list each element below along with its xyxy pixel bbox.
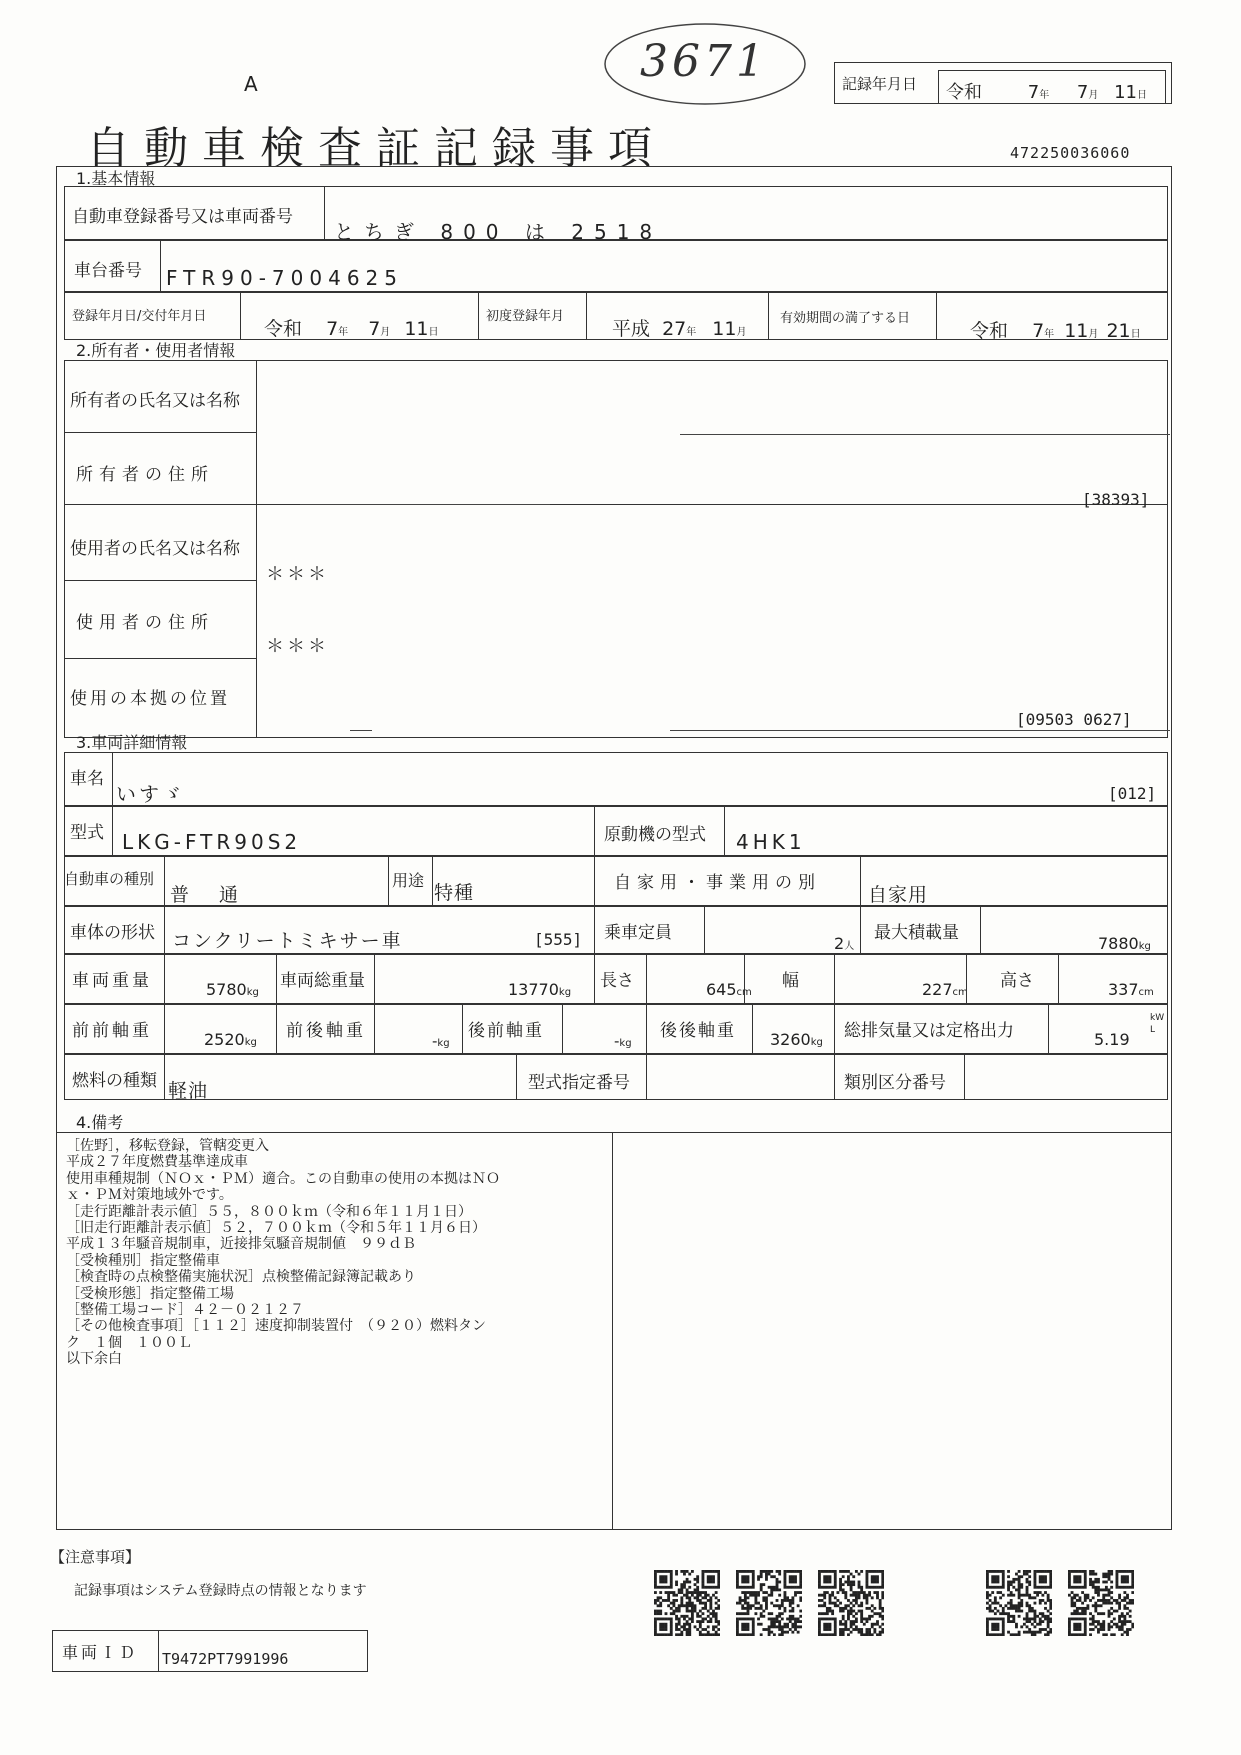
- body-value: コンクリートミキサー車: [172, 930, 403, 952]
- remarks-text: [66, 1138, 500, 1368]
- notes-title: 【注意事項】: [50, 1548, 141, 1566]
- reg-number-value: とちぎ 800 は 2518: [334, 220, 663, 244]
- kind-label: 自動車の種別: [64, 870, 155, 888]
- chassis-label: 車台番号: [74, 261, 142, 281]
- first-reg-label: 初度登録年月: [486, 309, 565, 324]
- remarks-line: 以下余白: [66, 1351, 122, 1368]
- remarks-line: ［佐野］，移転登録，管轄変更入: [66, 1138, 269, 1154]
- notes-text: 記録事項はシステム登録時点の情報となります: [74, 1583, 367, 1599]
- page-title: 自動車検査証記録事項: [86, 123, 666, 174]
- max-load-label: 最大積載量: [874, 923, 959, 943]
- user-name-label: 使用者の氏名又は名称: [70, 539, 240, 559]
- qr-code-icon: [986, 1570, 1052, 1636]
- remarks-line: ［その他検査事項］［１１２］速度抑制装置付 （９２０）燃料タン: [66, 1318, 486, 1335]
- rf-axle-label: 後前軸重: [468, 1021, 544, 1041]
- base-location-label: 使用の本拠の位置: [70, 689, 230, 709]
- gross-label: 車両総重量: [280, 971, 365, 991]
- remarks-line: ｘ・ＰＭ対策地域外です。: [66, 1187, 233, 1204]
- handwritten-stamp: [600, 18, 810, 110]
- length-label: 長さ: [600, 971, 634, 991]
- redaction-line: [300, 504, 550, 505]
- use-label: 用途: [392, 871, 425, 890]
- remarks-line: ［受検種別］指定整備車: [66, 1252, 220, 1269]
- fuel-value: 軽油: [168, 1080, 209, 1102]
- displacement-units: kW L: [1150, 1013, 1165, 1035]
- redaction-line: [670, 730, 1170, 731]
- remarks-line: 平成１３年騒音規制車，近接排気騒音規制値 ９９ｄＢ: [66, 1236, 416, 1253]
- remarks-line: ［旧走行距離計表示値］５２，７００ｋｍ（令和５年１１月６日）: [66, 1220, 486, 1237]
- displacement-label: 総排気量又は定格出力: [844, 1021, 1014, 1041]
- remarks-line: 平成２７年度燃費基準達成車: [66, 1154, 248, 1171]
- gross-value: 13770kg: [508, 980, 572, 999]
- section-remarks-title: 4.備考: [76, 1113, 124, 1132]
- height-value: 337cm: [1108, 980, 1154, 999]
- user-address-value: ＊＊＊: [266, 636, 329, 657]
- body-label: 車体の形状: [70, 923, 155, 943]
- expiry-label: 有効期間の満了する日: [780, 311, 911, 326]
- redaction-line: [680, 434, 1170, 435]
- reg-number-label: 自動車登録番号又は車両番号: [72, 207, 293, 227]
- user-address-label: 使用者の住所: [76, 613, 214, 633]
- ff-axle-value: 2520kg: [204, 1030, 257, 1049]
- width-value: 227cm: [922, 980, 968, 999]
- capacity-label: 乗車定員: [604, 923, 672, 943]
- qr-code-icon: [736, 1570, 802, 1636]
- class-number-label: 類別区分番号: [844, 1073, 946, 1093]
- owner-code: [38393]: [1082, 490, 1150, 509]
- remarks-line: ［走行距離計表示値］５５，８００ｋｍ（令和６年１１月１日）: [66, 1203, 472, 1220]
- redaction-line: [350, 730, 372, 731]
- reg-date-value: 令和 7年 7月 11日: [264, 318, 439, 340]
- vehicle-name-code: [012]: [1108, 784, 1157, 803]
- model-label: 型式: [70, 823, 104, 843]
- record-date-label: 記録年月日: [842, 75, 918, 93]
- capacity-value: 2人: [834, 934, 855, 953]
- kind-value: 普 通: [170, 884, 251, 906]
- displacement-value: 5.19: [1094, 1030, 1130, 1049]
- weight-label: 車両重量: [72, 971, 152, 991]
- section-basic-title: 1.基本情報: [76, 169, 156, 188]
- private-label: 自家用・事業用の別: [614, 873, 821, 893]
- rf-axle-value: -kg: [614, 1032, 632, 1050]
- section-owner-title: 2.所有者・使用者情報: [76, 341, 236, 360]
- remarks-line: ［検査時の点検整備実施状況］点検整備記録簿記載あり: [66, 1269, 416, 1286]
- width-label: 幅: [782, 971, 799, 991]
- section-vehicle-title: 3.車両詳細情報: [76, 733, 188, 752]
- base-code: [09503 0627]: [1016, 710, 1132, 729]
- qr-code-icon: [1068, 1570, 1134, 1636]
- chassis-value: FTR90-7004625: [166, 266, 404, 290]
- record-date-value: 令和 7年 7月 11日: [946, 82, 1148, 103]
- private-value: 自家用: [868, 884, 929, 906]
- stamp-number: 3671: [640, 36, 768, 87]
- vehicle-id-label: 車両ＩＤ: [62, 1643, 139, 1662]
- document-number: 472250036060: [1010, 144, 1131, 162]
- fuel-label: 燃料の種類: [72, 1071, 157, 1091]
- use-value: 特種: [434, 882, 475, 904]
- engine-value: 4HK1: [736, 830, 806, 854]
- engine-label: 原動機の型式: [604, 825, 706, 845]
- first-reg-value: 平成 27年 11月: [612, 318, 747, 340]
- rr-axle-label: 後後軸重: [660, 1021, 736, 1041]
- remarks-line: 使用車種規制（ＮＯｘ・ＰＭ）適合。この自動車の使用の本拠はＮＯ: [66, 1170, 500, 1187]
- owner-address-label: 所有者の住所: [76, 465, 214, 485]
- reg-date-label: 登録年月日/交付年月日: [72, 309, 207, 324]
- ff-axle-label: 前前軸重: [72, 1021, 152, 1041]
- vehicle-name-value: いすゞ: [116, 782, 185, 806]
- user-name-value: ＊＊＊: [266, 564, 329, 585]
- fr-axle-value: -kg: [432, 1032, 450, 1050]
- remarks-line: ク １個 １００Ｌ: [66, 1334, 192, 1351]
- type-number-label: 型式指定番号: [528, 1073, 630, 1093]
- model-value: LKG-FTR90S2: [122, 830, 302, 854]
- qr-code-icon: [818, 1570, 884, 1636]
- rr-axle-value: 3260kg: [770, 1030, 823, 1049]
- expiry-value: 令和 7年 11月 21日: [970, 320, 1141, 342]
- qr-code-icon: [654, 1570, 720, 1636]
- weight-value: 5780kg: [206, 980, 259, 999]
- remarks-line: ［受検形態］指定整備工場: [66, 1285, 234, 1302]
- fr-axle-label: 前後軸重: [286, 1021, 366, 1041]
- vehicle-id-value: T9472PT7991996: [162, 1650, 289, 1668]
- owner-name-label: 所有者の氏名又は名称: [70, 391, 240, 411]
- body-code: [555]: [534, 930, 583, 949]
- height-label: 高さ: [1000, 971, 1034, 991]
- remarks-line: ［整備工場コード］４２－０２１２７: [66, 1302, 304, 1319]
- form-mark: A: [244, 72, 258, 96]
- max-load-value: 7880kg: [1098, 934, 1151, 953]
- length-value: 645cm: [706, 980, 752, 999]
- vehicle-name-label: 車名: [70, 769, 104, 789]
- vehicle-name-row: [64, 752, 1168, 806]
